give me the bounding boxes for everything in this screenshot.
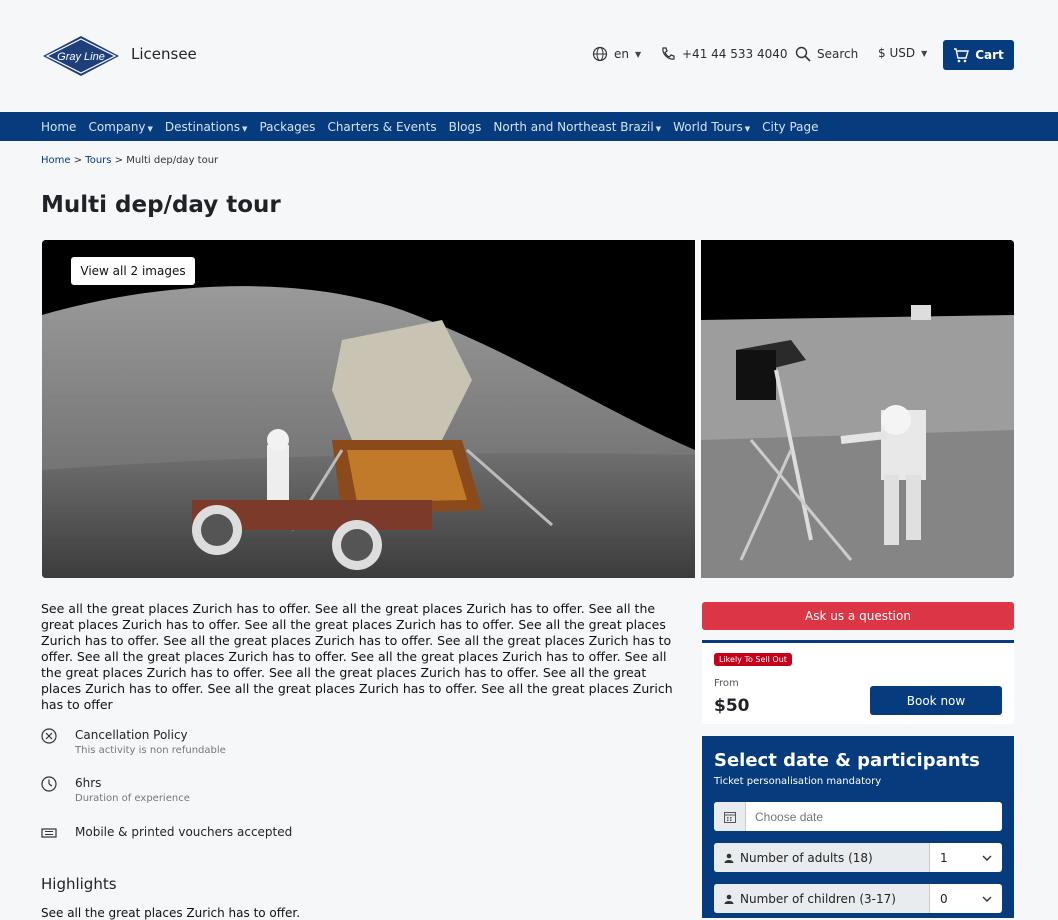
adults-label-text: Number of adults (18) [740, 850, 873, 865]
chevron-down-icon [982, 855, 992, 861]
breadcrumb-tours[interactable]: Tours [85, 155, 112, 166]
breadcrumb-current: Multi dep/day tour [126, 155, 219, 166]
nav-label: Blogs [448, 119, 482, 134]
nav-city-page[interactable] [762, 120, 818, 134]
feature-vouchers [41, 825, 292, 841]
ask-question-button[interactable]: Ask us a question [702, 602, 1014, 630]
booking-panel-title: Select date & participants [714, 750, 980, 771]
children-select[interactable] [930, 884, 1002, 913]
gallery-main-image[interactable] [42, 240, 695, 578]
nav-label: World Tours [673, 119, 743, 134]
booking-panel-subtitle: Ticket personalisation mandatory [714, 776, 882, 787]
nav-label: Packages [259, 119, 316, 134]
from-label: From [714, 678, 739, 689]
site-header [0, 0, 1058, 112]
book-now-button[interactable]: Book now [870, 686, 1002, 715]
language-label: en [614, 47, 629, 61]
booking-panel [702, 736, 1014, 918]
logo-text: Gray Line [57, 51, 105, 63]
lunar-module-photo [42, 240, 695, 578]
licensee-label: Licensee [131, 45, 197, 63]
date-input[interactable] [746, 802, 1002, 831]
breadcrumb [41, 155, 218, 166]
caret-down-icon: ▼ [635, 49, 642, 59]
children-label [714, 884, 930, 913]
feature-duration [41, 776, 190, 804]
nav-label: City Page [762, 119, 819, 134]
price-value: $50 [714, 696, 750, 716]
nav-north-northeast-brazil[interactable] [493, 120, 661, 134]
adults-select[interactable] [930, 843, 1002, 872]
breadcrumb-separator: > [73, 155, 83, 166]
cart-button[interactable] [943, 40, 1014, 70]
ticket-icon [41, 825, 57, 841]
breadcrumb-separator: > [114, 155, 124, 166]
search-label: Search [817, 47, 859, 61]
price-card [702, 640, 1014, 724]
nav-home[interactable] [41, 120, 76, 134]
search-link[interactable] [795, 46, 858, 62]
nav-label: Home [41, 119, 77, 134]
caret-down-icon: ▼ [921, 48, 928, 58]
feature-cancellation [41, 728, 226, 756]
children-value: 0 [940, 891, 948, 906]
feature-title: 6hrs [75, 776, 102, 790]
clock-icon [41, 776, 57, 792]
children-selector[interactable] [714, 884, 1002, 913]
close-circle-icon [41, 728, 57, 744]
gallery-side-image[interactable] [701, 240, 1014, 578]
phone-icon [660, 46, 676, 62]
search-icon [795, 46, 811, 62]
nav-label: Charters & Events [327, 119, 437, 134]
nav-charters-events[interactable] [327, 120, 436, 134]
caret-down-icon: ▼ [147, 124, 153, 133]
nav-label: Company [88, 119, 146, 134]
caret-down-icon: ▼ [655, 124, 662, 133]
grayline-logo[interactable] [41, 34, 121, 78]
globe-icon [592, 46, 608, 62]
caret-down-icon: ▼ [744, 124, 751, 133]
feature-subtitle: This activity is non refundable [75, 745, 226, 756]
cart-icon [953, 48, 969, 63]
date-picker[interactable] [714, 802, 1002, 831]
astronaut-photo [701, 240, 1014, 578]
page-title: Multi dep/day tour [41, 192, 281, 218]
nav-packages[interactable] [259, 120, 315, 134]
nav-label: Destinations [164, 119, 241, 134]
phone-link[interactable] [660, 46, 787, 62]
main-nav [0, 112, 1058, 141]
nav-blogs[interactable] [449, 120, 482, 134]
feature-title: Cancellation Policy [75, 728, 188, 742]
caret-down-icon: ▼ [242, 124, 248, 133]
nav-label: North and Northeast Brazil [493, 119, 654, 134]
chevron-down-icon [982, 896, 992, 902]
feature-title: Mobile & printed vouchers accepted [75, 825, 293, 839]
currency-label: $ USD [878, 46, 916, 60]
tour-description: See all the great places Zurich has to offer. See all the great places Zurich has to offer. See all the great places Zurich has to offer. See all the great places Zurich has to offer. See all the great places Zurich has to offer. See all the great places Zurich has to offer. See all the great places Zurich has to offer. See all the great places Zurich has to offer. See all the great places Zurich has to offer. See all the great places Zurich has to offer. See all the great places Zurich has to offer. See all the great places Zurich has to offer. See all the great places Zurich has to offer. See all the great places Zurich has to offer [41, 601, 673, 712]
view-all-images-button[interactable]: View all 2 images [71, 257, 195, 285]
nav-world-tours[interactable] [673, 120, 750, 134]
calendar-icon [714, 802, 746, 831]
feature-subtitle: Duration of experience [75, 793, 190, 804]
person-icon [724, 894, 734, 904]
currency-selector[interactable] [878, 46, 927, 60]
nav-company[interactable] [88, 120, 152, 134]
adults-value: 1 [940, 850, 948, 865]
highlights-heading: Highlights [41, 875, 117, 893]
adults-label [714, 843, 930, 872]
nav-destinations[interactable] [165, 120, 248, 134]
person-icon [724, 853, 734, 863]
highlights-text: See all the great places Zurich has to offer. [41, 906, 301, 920]
status-badge: Likely To Sell Out [714, 653, 792, 666]
cart-label: Cart [975, 48, 1004, 62]
children-label-text: Number of children (3-17) [740, 891, 896, 906]
phone-number: +41 44 533 4040 [682, 47, 788, 61]
adults-selector[interactable] [714, 843, 1002, 872]
language-selector[interactable] [592, 46, 641, 62]
breadcrumb-home[interactable]: Home [41, 155, 71, 166]
